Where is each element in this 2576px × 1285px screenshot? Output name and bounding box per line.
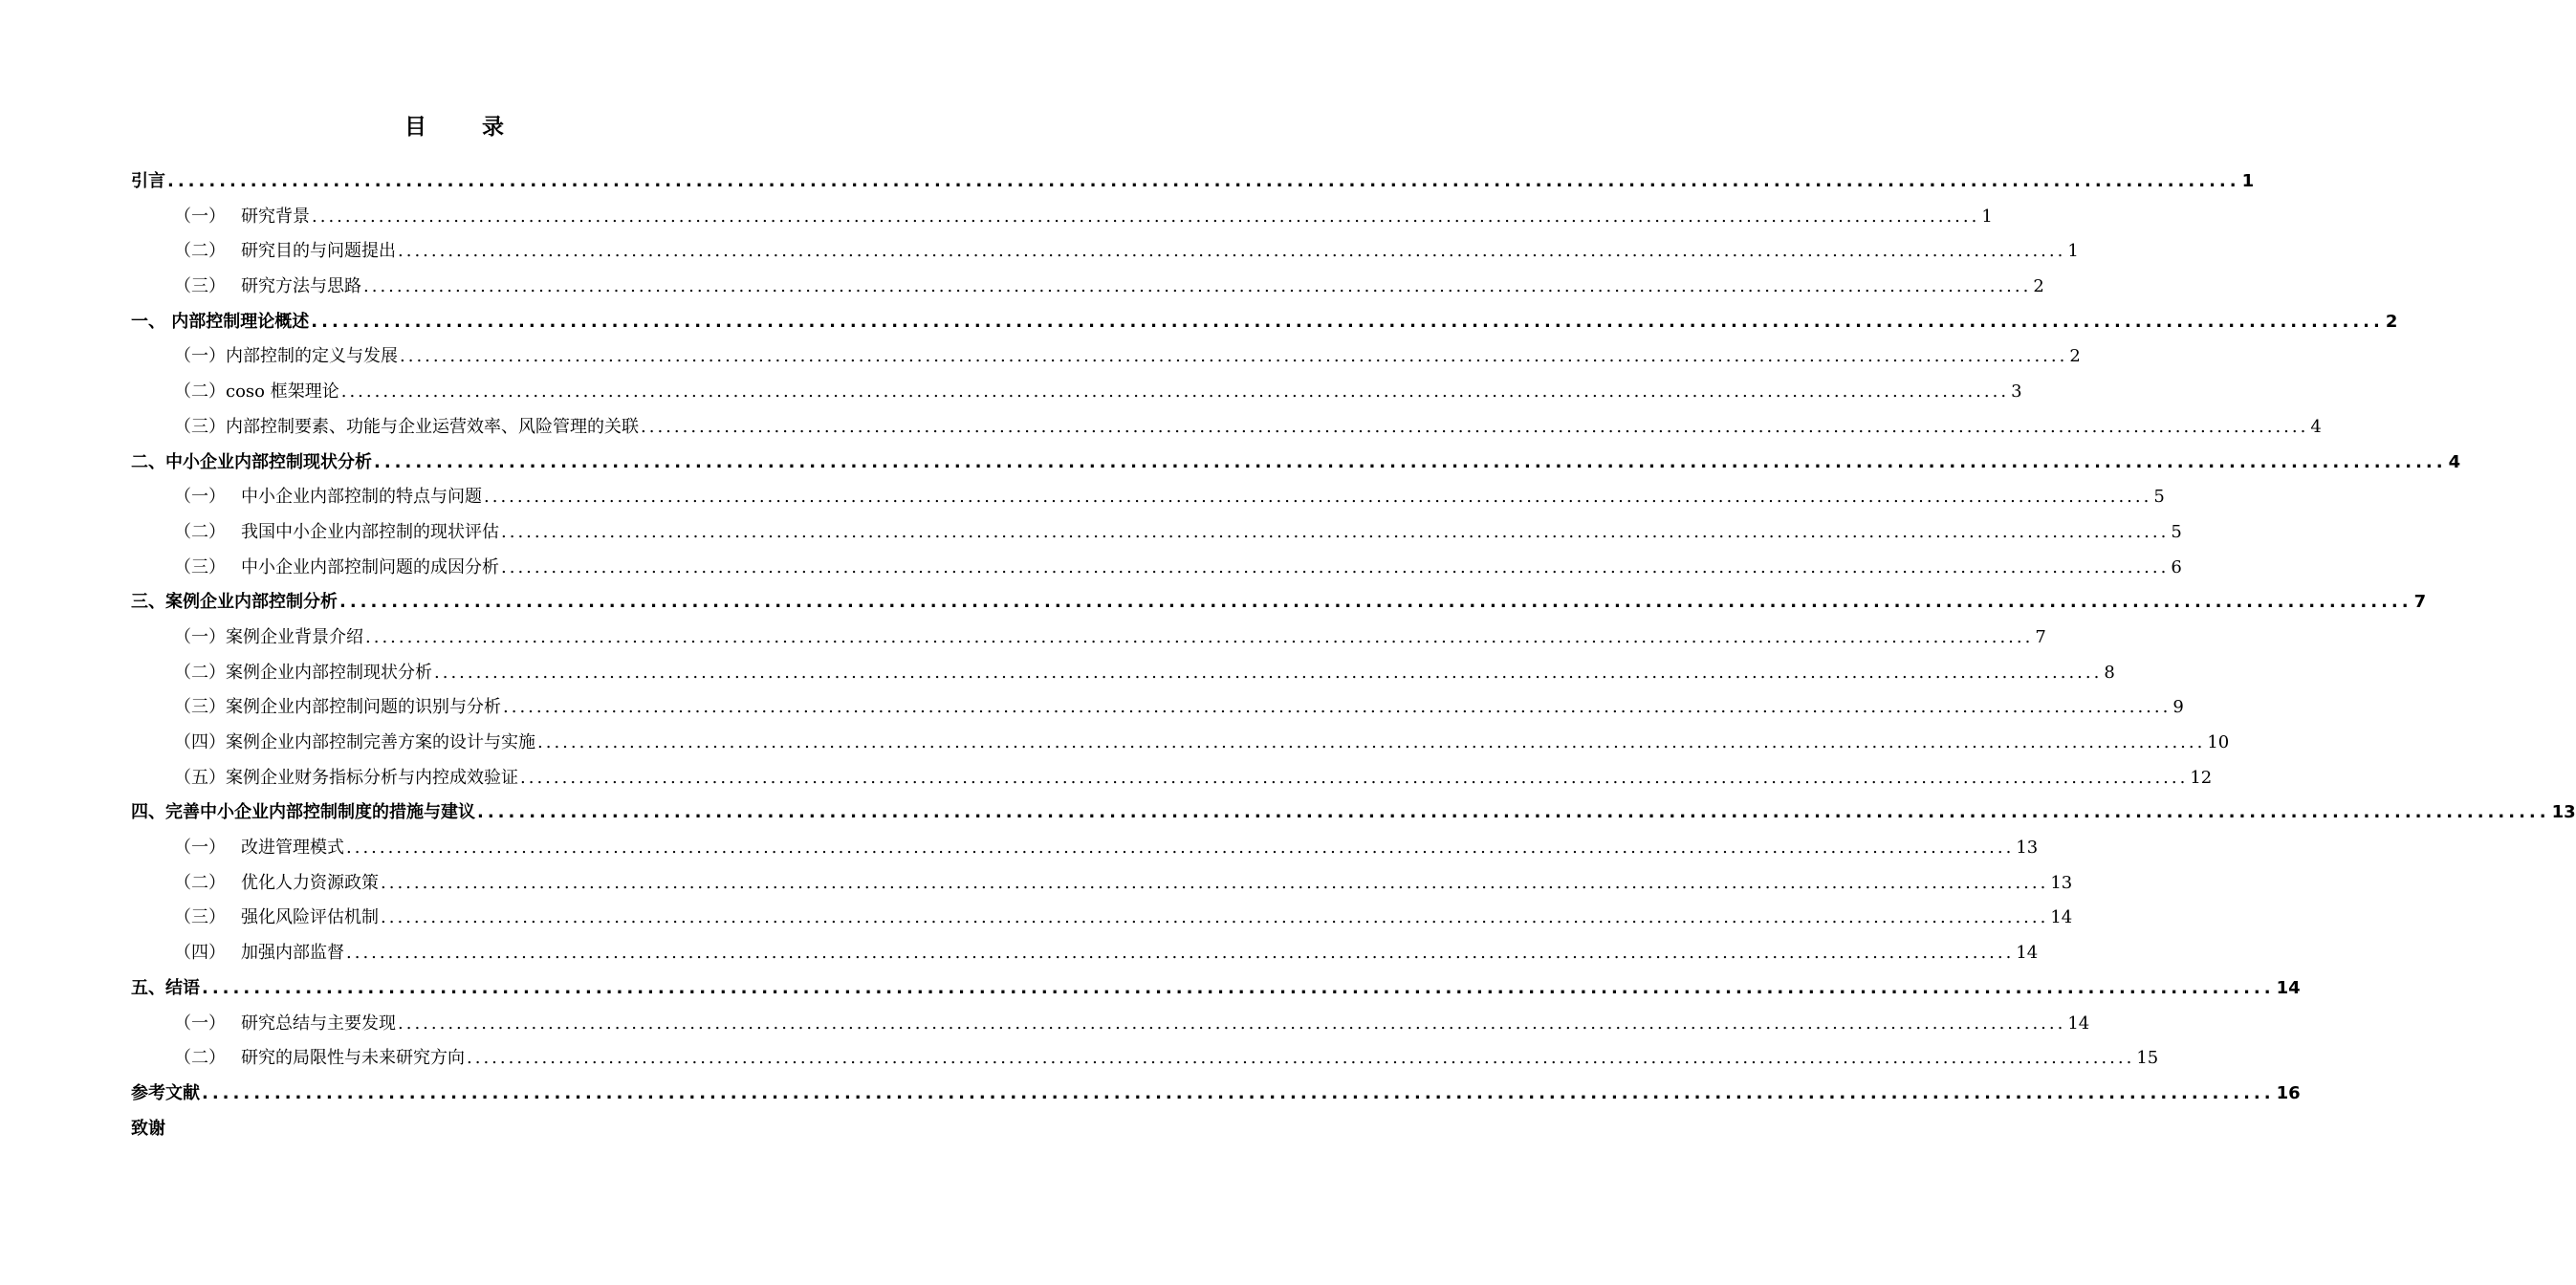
toc-page-number: 12: [2190, 767, 2213, 788]
toc-section-text: 中小企业内部控制的特点与问题: [241, 487, 482, 508]
toc-section-text: 我国中小企业内部控制的现状评估: [241, 521, 499, 542]
toc-section-entry[interactable]: [131, 270, 2044, 305]
toc-section-text: 案例企业内部控制现状分析: [226, 662, 432, 683]
toc-section-entry[interactable]: [131, 936, 2039, 971]
toc-page-number: 13: [2050, 872, 2073, 893]
toc-page-number: 10: [2207, 732, 2230, 752]
toc-entry-title: [174, 1007, 396, 1042]
toc-entry-title: 致谢: [131, 1118, 165, 1139]
toc-section-text: 研究总结与主要发现: [241, 1013, 396, 1034]
toc-page-number: 1: [2067, 241, 2079, 262]
toc-dot-leader: ........................................................................................................................................................................................................: [202, 977, 2275, 998]
toc-dot-leader: ........................................................................................................................................................................................................: [398, 241, 2066, 262]
toc-page-number: 1: [1981, 206, 1993, 227]
toc-dot-leader: ........................................................................................................................................................................................................: [520, 767, 2189, 788]
toc-section-number: （二）: [174, 241, 226, 262]
toc-chapter-entry[interactable]: [131, 305, 2398, 340]
toc-section-entry[interactable]: [131, 1007, 2090, 1042]
toc-page-number: 14: [2050, 907, 2073, 928]
toc-entry-title: [174, 234, 396, 270]
toc-entry-title: 二、中小企业内部控制现状分析: [131, 451, 372, 472]
toc-section-number: （一）: [174, 206, 226, 227]
toc-section-text: 内部控制的定义与发展: [226, 346, 398, 367]
toc-dot-leader: ........................................................................................................................................................................................................: [339, 592, 2412, 613]
toc-dot-leader: ........................................................................................................................................................................................................: [434, 662, 2103, 683]
toc-section-number: （三）: [174, 697, 226, 718]
toc-dot-leader: ........................................................................................................................................................................................................: [365, 626, 2034, 647]
toc-section-entry[interactable]: [131, 726, 2230, 761]
toc-chapter-entry[interactable]: [131, 795, 2576, 831]
toc-dot-leader: ........................................................................................................................................................................................................: [374, 451, 2447, 472]
toc-dot-leader: ........................................................................................................................................................................................................: [398, 1013, 2066, 1034]
toc-entry-title: [174, 936, 344, 971]
toc-entry-title: [174, 621, 363, 656]
toc-entry-title: [174, 1041, 465, 1077]
toc-chapter-entry[interactable]: [131, 164, 2255, 200]
toc-dot-leader: ........................................................................................................................................................................................................: [467, 1048, 2135, 1069]
toc-section-entry[interactable]: [131, 339, 2081, 375]
toc-section-number: （五）: [174, 767, 226, 788]
toc-section-number: （二）: [174, 662, 226, 683]
toc-entry-title: 一、 内部控制理论概述: [131, 311, 310, 332]
toc-section-entry[interactable]: [131, 200, 1993, 235]
toc-dot-leader: ........................................................................................................................................................................................................: [381, 907, 2049, 928]
toc-section-number: （一）: [174, 1013, 226, 1034]
toc-page-number: 3: [2011, 381, 2022, 403]
toc-section-text: 案例企业财务指标分析与内控成效验证: [226, 767, 518, 788]
toc-section-entry[interactable]: [131, 690, 2184, 726]
toc-page-number: 4: [2310, 416, 2322, 437]
toc-page-number: 13: [2551, 802, 2576, 823]
toc-entry-title: 参考文献: [131, 1082, 200, 1103]
toc-section-entry[interactable]: [131, 656, 2115, 691]
toc-section-number: （四）: [174, 943, 226, 964]
toc-dot-leader: ........................................................................................................................................................................................................: [641, 416, 2309, 437]
toc-entry-title: [174, 761, 518, 796]
toc-page-number: 6: [2171, 556, 2182, 577]
toc-section-text: 优化人力资源政策: [241, 872, 379, 893]
toc-section-text: 研究目的与问题提出: [241, 241, 396, 262]
toc-section-entry[interactable]: [131, 410, 2322, 446]
toc-entry-title: [174, 515, 499, 551]
toc-page-number: 13: [2016, 838, 2039, 859]
toc-page-number: 16: [2276, 1082, 2301, 1103]
toc-dot-leader: ........................................................................................................................................................................................................: [400, 346, 2068, 367]
toc-chapter-entry[interactable]: [131, 971, 2301, 1007]
toc-dot-leader: ........................................................................................................................................................................................................: [537, 732, 2206, 752]
toc-section-entry[interactable]: [131, 761, 2213, 796]
toc-entry-title: [174, 901, 379, 936]
toc-section-text: 研究背景: [241, 206, 310, 227]
toc-page-number: 5: [2171, 521, 2182, 542]
toc-section-text: 案例企业背景介绍: [226, 626, 363, 647]
toc-section-text: 案例企业内部控制完善方案的设计与实施: [226, 732, 535, 752]
toc-section-number: （三）: [174, 416, 226, 437]
toc-section-text: 案例企业内部控制问题的识别与分析: [226, 697, 501, 718]
toc-page-number: 8: [2104, 662, 2115, 683]
toc-section-entry[interactable]: [131, 621, 2046, 656]
toc-section-entry[interactable]: [131, 866, 2073, 902]
title-char-2: 录: [482, 115, 504, 140]
page-title: [0, 109, 908, 141]
toc-section-number: （一）: [174, 487, 226, 508]
toc-entry-title: [174, 410, 639, 446]
toc-entry-title: [174, 200, 310, 235]
toc-section-number: （二）: [174, 521, 226, 542]
toc-dot-leader: ........................................................................................................................................................................................................: [363, 276, 2032, 297]
toc-dot-leader: ........................................................................................................................................................................................................: [167, 171, 2240, 191]
toc-entry-title: [174, 690, 501, 726]
toc-dot-leader: ........................................................................................................................................................................................................: [484, 487, 2152, 508]
toc-dot-leader: ........................................................................................................................................................................................................: [340, 381, 2010, 403]
toc-entry-title: [174, 551, 499, 586]
toc-section-text: 改进管理模式: [241, 838, 344, 859]
toc-page-number: 14: [2016, 943, 2039, 964]
toc-chapter-entry[interactable]: [131, 1112, 814, 1147]
toc-dot-leader: ........................................................................................................................................................................................................: [311, 311, 2384, 332]
toc-section-text: 强化风险评估机制: [241, 907, 379, 928]
toc-section-number: （二）: [174, 872, 226, 893]
toc-dot-leader: ........................................................................................................................................................................................................: [503, 697, 2172, 718]
toc-section-text: 中小企业内部控制问题的成因分析: [241, 556, 499, 577]
toc-section-number: （四）: [174, 732, 226, 752]
toc-section-entry[interactable]: [131, 234, 2079, 270]
toc-section-entry[interactable]: [131, 831, 2039, 866]
toc-section-entry[interactable]: [131, 480, 2165, 515]
toc-section-number: （一）: [174, 838, 226, 859]
table-of-contents: [131, 164, 2576, 1146]
toc-entry-title: 五、结语: [131, 977, 200, 998]
toc-chapter-entry[interactable]: [131, 1077, 2301, 1112]
toc-entry-title: [174, 375, 339, 410]
toc-section-entry[interactable]: [131, 515, 2182, 551]
toc-entry-title: 三、案例企业内部控制分析: [131, 592, 338, 613]
toc-section-text: coso 框架理论: [226, 381, 339, 403]
toc-page-number: 7: [2035, 626, 2046, 647]
toc-dot-leader: ........................................................................................................................................................................................................: [346, 943, 2015, 964]
toc-section-number: （一）: [174, 626, 226, 647]
toc-entry-title: [174, 726, 535, 761]
toc-entry-title: 四、完善中小企业内部控制制度的措施与建议: [131, 802, 475, 823]
toc-page-number: 2: [2385, 311, 2398, 332]
toc-page-number: 9: [2172, 697, 2184, 718]
toc-dot-leader: ........................................................................................................................................................................................................: [346, 838, 2015, 859]
toc-dot-leader: ........................................................................................................................................................................................................: [477, 802, 2550, 823]
toc-section-number: （二）: [174, 1048, 226, 1069]
title-char-1: 目: [404, 115, 426, 140]
toc-section-number: （三）: [174, 276, 226, 297]
toc-dot-leader: ........................................................................................................................................................................................................: [501, 521, 2170, 542]
toc-page-number: 2: [2069, 346, 2081, 367]
toc-section-number: （三）: [174, 556, 226, 577]
toc-entry-title: [174, 270, 361, 305]
toc-entry-title: 引言: [131, 171, 165, 191]
toc-section-text: 内部控制要素、功能与企业运营效率、风险管理的关联: [226, 416, 639, 437]
toc-dot-leader: ........................................................................................................................................................................................................: [381, 872, 2049, 893]
toc-page-number: 15: [2136, 1048, 2159, 1069]
toc-page-number: 14: [2067, 1013, 2090, 1034]
toc-dot-leader: ........................................................................................................................................................................................................: [501, 556, 2170, 577]
toc-page-number: 2: [2033, 276, 2044, 297]
toc-section-entry[interactable]: [131, 901, 2073, 936]
toc-entry-title: [174, 339, 398, 375]
toc-entry-title: [174, 866, 379, 902]
toc-section-number: （三）: [174, 907, 226, 928]
toc-entry-title: [174, 831, 344, 866]
toc-section-entry[interactable]: [131, 1041, 2159, 1077]
toc-section-text: 研究方法与思路: [241, 276, 361, 297]
toc-entry-title: [174, 656, 432, 691]
toc-section-number: （二）: [174, 381, 226, 403]
toc-chapter-entry[interactable]: [131, 585, 2427, 621]
toc-entry-title: [174, 480, 482, 515]
toc-page-number: 14: [2276, 977, 2301, 998]
toc-page-number: 7: [2413, 592, 2427, 613]
toc-dot-leader: ........................................................................................................................................................................................................: [312, 206, 1980, 227]
toc-page-number: 4: [2448, 451, 2461, 472]
toc-page-number: 1: [2241, 171, 2255, 191]
toc-section-text: 研究的局限性与未来研究方向: [241, 1048, 465, 1069]
toc-page-number: 5: [2153, 487, 2165, 508]
toc-chapter-entry[interactable]: [131, 446, 2461, 481]
toc-section-text: 加强内部监督: [241, 943, 344, 964]
toc-section-number: （一）: [174, 346, 226, 367]
toc-dot-leader: ........................................................................................................................................................................................................: [202, 1082, 2275, 1103]
toc-section-entry[interactable]: [131, 375, 2022, 410]
toc-section-entry[interactable]: [131, 551, 2182, 586]
